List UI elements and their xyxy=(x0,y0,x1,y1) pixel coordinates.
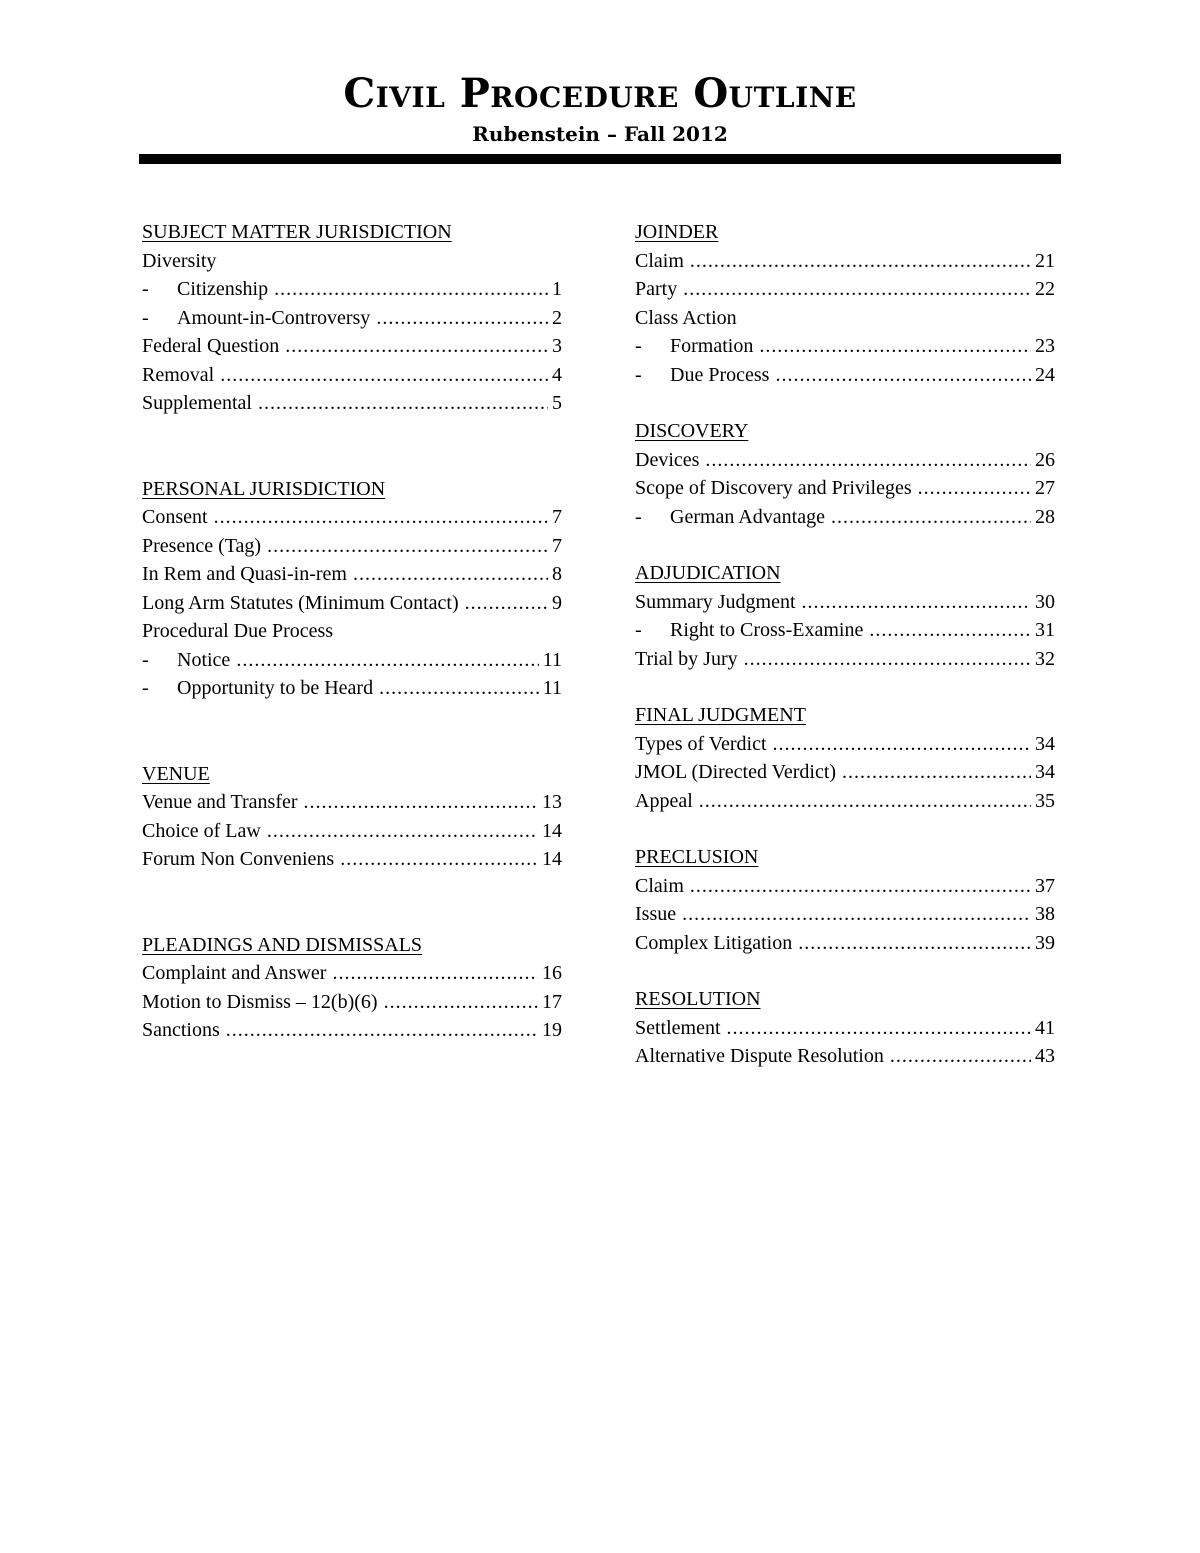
page-number: 3 xyxy=(552,335,562,357)
toc-subentry xyxy=(142,674,562,703)
entry-label: Settlement xyxy=(635,1016,721,1039)
toc-entry xyxy=(142,532,562,561)
toc-section-joinder xyxy=(635,218,1055,389)
page-number: 26 xyxy=(1035,448,1055,471)
toc-section-preclusion xyxy=(635,843,1055,957)
entry-label: JMOL (Directed Verdict) xyxy=(635,761,837,783)
section-heading: PLEADINGS AND DISMISSALS xyxy=(142,933,423,956)
toc-entry xyxy=(142,788,562,817)
toc-entry xyxy=(635,730,1055,759)
page-number: 22 xyxy=(1035,278,1055,300)
entry-label: Complex Litigation xyxy=(635,931,793,954)
entry-label: Devices xyxy=(635,448,700,471)
toc-entry xyxy=(142,959,562,988)
dot-leader xyxy=(699,787,1031,816)
page-number: 38 xyxy=(1035,903,1055,925)
section-heading: SUBJECT MATTER JURISDICTION xyxy=(142,221,452,243)
entry-label: Forum Non Conveniens xyxy=(142,848,335,870)
dot-leader xyxy=(842,758,1031,787)
entry-label: Issue xyxy=(635,903,677,925)
toc-entry xyxy=(142,817,562,846)
toc-left-column xyxy=(142,218,562,1045)
toc-entry xyxy=(635,900,1055,929)
entry-label: Federal Question xyxy=(142,335,280,357)
toc-entry xyxy=(635,304,1055,333)
section-heading: DISCOVERY xyxy=(635,420,749,442)
entry-label: Notice xyxy=(177,648,231,671)
dot-leader xyxy=(802,588,1031,617)
dot-leader xyxy=(465,589,548,618)
toc-section-final-judgment xyxy=(635,701,1055,815)
page-number: 4 xyxy=(552,363,562,386)
document-title: Civil Procedure Outline xyxy=(343,70,857,117)
entry-label: Supplemental xyxy=(142,392,252,414)
page-number: 14 xyxy=(542,819,562,842)
entry-label: Presence (Tag) xyxy=(142,534,262,557)
dot-leader xyxy=(727,1014,1031,1043)
page-number: 28 xyxy=(1035,505,1055,528)
section-heading: PRECLUSION xyxy=(635,846,759,868)
toc-entry xyxy=(635,275,1055,304)
page-number: 27 xyxy=(1035,477,1055,499)
document-subtitle: Rubenstein – Fall 2012 xyxy=(472,122,728,146)
page-number: 23 xyxy=(1035,335,1055,357)
toc-section-subject-matter-jurisdiction xyxy=(142,218,562,418)
toc-entry xyxy=(142,332,562,361)
dot-leader xyxy=(304,788,538,817)
toc-entry xyxy=(142,503,562,532)
subentry-bullet: - xyxy=(635,363,642,386)
page-number: 1 xyxy=(552,278,562,300)
entry-label: Complaint and Answer xyxy=(142,962,327,984)
dot-leader xyxy=(274,275,548,304)
toc-entry xyxy=(142,617,562,646)
entry-label: Formation xyxy=(670,335,754,357)
toc-entry xyxy=(635,787,1055,816)
entry-label: Procedural Due Process xyxy=(142,620,334,642)
toc-entry xyxy=(635,1014,1055,1043)
entry-label: Choice of Law xyxy=(142,819,261,842)
entry-label: Sanctions xyxy=(142,1019,220,1041)
toc-entry xyxy=(635,588,1055,617)
subentry-bullet: - xyxy=(635,619,642,641)
toc-section-resolution xyxy=(635,985,1055,1071)
toc-entry xyxy=(635,645,1055,674)
toc-subentry xyxy=(635,503,1055,532)
entry-label: Claim xyxy=(635,249,684,272)
dot-leader xyxy=(773,730,1031,759)
dot-leader xyxy=(682,900,1031,929)
title-divider xyxy=(139,154,1061,164)
toc-right-column xyxy=(635,218,1055,1071)
dot-leader xyxy=(690,872,1031,901)
dot-leader xyxy=(775,361,1031,390)
dot-leader xyxy=(798,929,1031,958)
subentry-bullet: - xyxy=(142,278,149,300)
dot-leader xyxy=(258,389,548,418)
entry-label: Citizenship xyxy=(177,278,269,300)
entry-label: Venue and Transfer xyxy=(142,791,298,813)
dot-leader xyxy=(285,332,548,361)
entry-label: Opportunity to be Heard xyxy=(177,677,374,699)
entry-label: Class Action xyxy=(635,306,737,329)
dot-leader xyxy=(340,845,538,874)
page-number: 39 xyxy=(1035,931,1055,954)
toc-subentry xyxy=(142,304,562,333)
page-number: 30 xyxy=(1035,590,1055,613)
toc-section-venue xyxy=(142,760,562,874)
entry-label: German Advantage xyxy=(670,505,825,528)
dot-leader xyxy=(918,474,1031,503)
dot-leader xyxy=(226,1016,538,1045)
entry-label: Amount-in-Controversy xyxy=(177,306,371,329)
page-number: 7 xyxy=(552,506,562,528)
toc-entry xyxy=(635,872,1055,901)
toc-entry xyxy=(142,1016,562,1045)
toc-entry xyxy=(142,361,562,390)
page-number: 21 xyxy=(1035,249,1055,272)
page-number: 34 xyxy=(1035,732,1055,755)
dot-leader xyxy=(214,503,548,532)
page-number: 32 xyxy=(1035,647,1055,670)
section-heading: FINAL JUDGMENT xyxy=(635,704,806,726)
page-number: 31 xyxy=(1035,619,1055,641)
page-number: 8 xyxy=(552,563,562,585)
dot-leader xyxy=(236,646,538,675)
page-number: 16 xyxy=(542,962,562,984)
toc-section-discovery xyxy=(635,417,1055,531)
toc-subentry xyxy=(142,275,562,304)
toc-entry xyxy=(635,247,1055,276)
toc-entry xyxy=(635,474,1055,503)
toc-subentry xyxy=(142,646,562,675)
toc-section-personal-jurisdiction xyxy=(142,475,562,703)
dot-leader xyxy=(690,247,1031,276)
page-number: 2 xyxy=(552,306,562,329)
entry-label: Long Arm Statutes (Minimum Contact) xyxy=(142,591,459,614)
page-number: 11 xyxy=(542,648,562,671)
dot-leader xyxy=(683,275,1031,304)
page-number: 7 xyxy=(552,534,562,557)
toc-entry xyxy=(635,758,1055,787)
toc-entry xyxy=(635,929,1055,958)
dot-leader xyxy=(220,361,548,390)
page-number: 37 xyxy=(1035,874,1055,897)
toc-section-pleadings-and-dismissals xyxy=(142,931,562,1045)
toc-subentry xyxy=(635,616,1055,645)
entry-label: Summary Judgment xyxy=(635,590,796,613)
dot-leader xyxy=(759,332,1031,361)
page-number: 5 xyxy=(552,392,562,414)
toc-entry xyxy=(142,247,562,276)
entry-label: Party xyxy=(635,278,678,300)
subentry-bullet: - xyxy=(142,306,149,329)
page-number: 41 xyxy=(1035,1016,1055,1039)
entry-label: Right to Cross-Examine xyxy=(670,619,864,641)
page-number: 11 xyxy=(542,677,562,699)
page-number: 13 xyxy=(542,791,562,813)
dot-leader xyxy=(267,532,548,561)
dot-leader xyxy=(869,616,1031,645)
subentry-bullet: - xyxy=(142,677,149,699)
entry-label: Appeal xyxy=(635,789,693,812)
entry-label: Claim xyxy=(635,874,684,897)
dot-leader xyxy=(379,674,539,703)
subentry-bullet: - xyxy=(142,648,149,671)
toc-entry xyxy=(142,389,562,418)
page-number: 17 xyxy=(542,990,562,1013)
page-number: 9 xyxy=(552,591,562,614)
dot-leader xyxy=(384,988,538,1017)
entry-label: Types of Verdict xyxy=(635,732,767,755)
entry-label: Alternative Dispute Resolution xyxy=(635,1045,884,1067)
entry-label: Scope of Discovery and Privileges xyxy=(635,477,912,499)
dot-leader xyxy=(267,817,538,846)
toc-entry xyxy=(142,988,562,1017)
page-number: 35 xyxy=(1035,789,1055,812)
dot-leader xyxy=(744,645,1031,674)
dot-leader xyxy=(705,446,1031,475)
dot-leader xyxy=(353,560,548,589)
toc-entry xyxy=(635,1042,1055,1071)
toc-entry xyxy=(142,845,562,874)
dot-leader xyxy=(332,959,538,988)
entry-label: Trial by Jury xyxy=(635,647,738,670)
page-number: 24 xyxy=(1035,363,1055,386)
entry-label: Consent xyxy=(142,506,208,528)
entry-label: Due Process xyxy=(670,363,770,386)
dot-leader xyxy=(376,304,548,333)
toc-entry xyxy=(142,589,562,618)
entry-label: In Rem and Quasi-in-rem xyxy=(142,563,347,585)
section-heading: PERSONAL JURISDICTION xyxy=(142,477,386,500)
page-number: 19 xyxy=(542,1019,562,1041)
entry-label: Removal xyxy=(142,363,215,386)
entry-label: Diversity xyxy=(142,249,217,272)
dot-leader xyxy=(890,1042,1031,1071)
toc-section-adjudication xyxy=(635,559,1055,673)
toc-entry xyxy=(142,560,562,589)
subentry-bullet: - xyxy=(635,335,642,357)
section-heading: RESOLUTION xyxy=(635,988,761,1010)
dot-leader xyxy=(831,503,1031,532)
page-number: 43 xyxy=(1035,1045,1055,1067)
subentry-bullet: - xyxy=(635,505,642,528)
toc-subentry xyxy=(635,332,1055,361)
page-number: 14 xyxy=(542,848,562,870)
entry-label: Motion to Dismiss – 12(b)(6) xyxy=(142,990,378,1013)
section-heading: VENUE xyxy=(142,762,210,785)
page-number: 34 xyxy=(1035,761,1055,783)
section-heading: JOINDER xyxy=(635,221,719,243)
toc-subentry xyxy=(635,361,1055,390)
toc-entry xyxy=(635,446,1055,475)
section-heading: ADJUDICATION xyxy=(635,562,781,584)
